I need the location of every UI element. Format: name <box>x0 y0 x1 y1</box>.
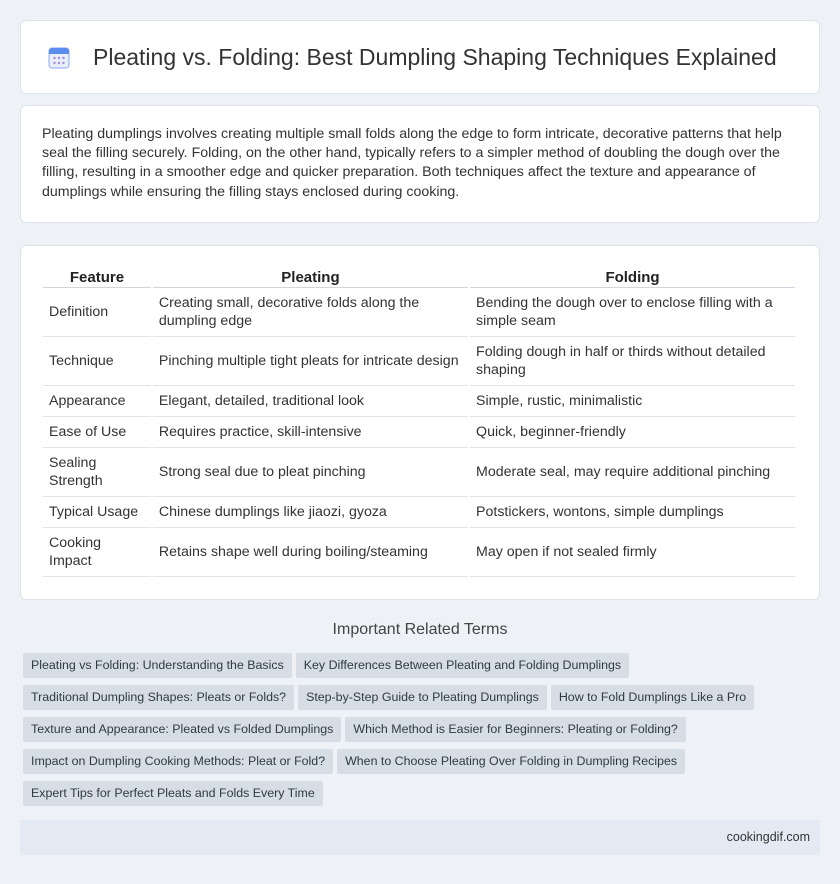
table-row <box>43 288 795 337</box>
table-row <box>43 337 795 386</box>
folding-cell: Potstickers, wontons, simple dumplings <box>470 497 795 528</box>
related-tag[interactable]: Step-by-Step Guide to Pleating Dumplings <box>298 685 547 710</box>
related-tag[interactable]: Traditional Dumpling Shapes: Pleats or Folds? <box>23 685 294 710</box>
feature-cell: Typical Usage <box>43 497 151 528</box>
related-tag[interactable]: Texture and Appearance: Pleated vs Folded Dumplings <box>23 717 341 742</box>
feature-cell: Definition <box>43 288 151 337</box>
intro-card <box>20 105 820 223</box>
calendar-icon <box>48 45 70 69</box>
comparison-table <box>41 266 797 577</box>
intro-text: Pleating dumplings involves creating multiple small folds along the edge to form intricate, decorative patterns that help seal the filling securely. Folding, on the other hand, typically refers to a simpler method of doubling the dough over the filling, resulting in a smoother edge and quicker preparation. Both techniques affect the texture and appearance of dumplings while ensuring the filling stays enclosed during cooking. <box>42 126 782 200</box>
pleating-cell: Requires practice, skill-intensive <box>153 417 468 448</box>
related-terms-title: Important Related Terms <box>332 621 508 638</box>
header-card <box>20 20 820 94</box>
feature-cell: Cooking Impact <box>43 528 151 577</box>
folding-cell: Moderate seal, may require additional pinching <box>470 448 795 497</box>
table-row <box>43 448 795 497</box>
related-tag[interactable]: Impact on Dumpling Cooking Methods: Pleat or Fold? <box>23 749 333 774</box>
pleating-cell: Strong seal due to pleat pinching <box>153 448 468 497</box>
related-tag[interactable]: Key Differences Between Pleating and Folding Dumplings <box>296 653 629 678</box>
feature-cell: Ease of Use <box>43 417 151 448</box>
table-row <box>43 528 795 577</box>
pleating-cell: Creating small, decorative folds along the dumpling edge <box>153 288 468 337</box>
folding-cell: Folding dough in half or thirds without detailed shaping <box>470 337 795 386</box>
header-pleating: Pleating <box>153 266 468 288</box>
pleating-cell: Chinese dumplings like jiaozi, gyoza <box>153 497 468 528</box>
page-title: Pleating vs. Folding: Best Dumpling Shaping Techniques Explained <box>93 43 777 70</box>
related-tag[interactable]: How to Fold Dumplings Like a Pro <box>551 685 754 710</box>
table-row <box>43 417 795 448</box>
folding-cell: May open if not sealed firmly <box>470 528 795 577</box>
related-tag[interactable]: Which Method is Easier for Beginners: Pleating or Folding? <box>345 717 685 742</box>
pleating-cell: Retains shape well during boiling/steaming <box>153 528 468 577</box>
footer <box>20 820 820 855</box>
feature-cell: Sealing Strength <box>43 448 151 497</box>
folding-cell: Simple, rustic, minimalistic <box>470 386 795 417</box>
related-tags <box>23 653 803 813</box>
folding-cell: Bending the dough over to enclose filling with a simple seam <box>470 288 795 337</box>
header-feature: Feature <box>43 266 151 288</box>
header-folding: Folding <box>470 266 795 288</box>
feature-cell: Appearance <box>43 386 151 417</box>
table-row <box>43 386 795 417</box>
pleating-cell: Elegant, detailed, traditional look <box>153 386 468 417</box>
related-tag[interactable]: When to Choose Pleating Over Folding in Dumpling Recipes <box>337 749 685 774</box>
related-tag[interactable]: Expert Tips for Perfect Pleats and Folds Every Time <box>23 781 323 806</box>
comparison-card <box>20 245 820 600</box>
related-tag[interactable]: Pleating vs Folding: Understanding the Basics <box>23 653 292 678</box>
footer-site-link[interactable]: cookingdif.com <box>726 830 810 844</box>
folding-cell: Quick, beginner-friendly <box>470 417 795 448</box>
feature-cell: Technique <box>43 337 151 386</box>
pleating-cell: Pinching multiple tight pleats for intricate design <box>153 337 468 386</box>
table-row <box>43 497 795 528</box>
